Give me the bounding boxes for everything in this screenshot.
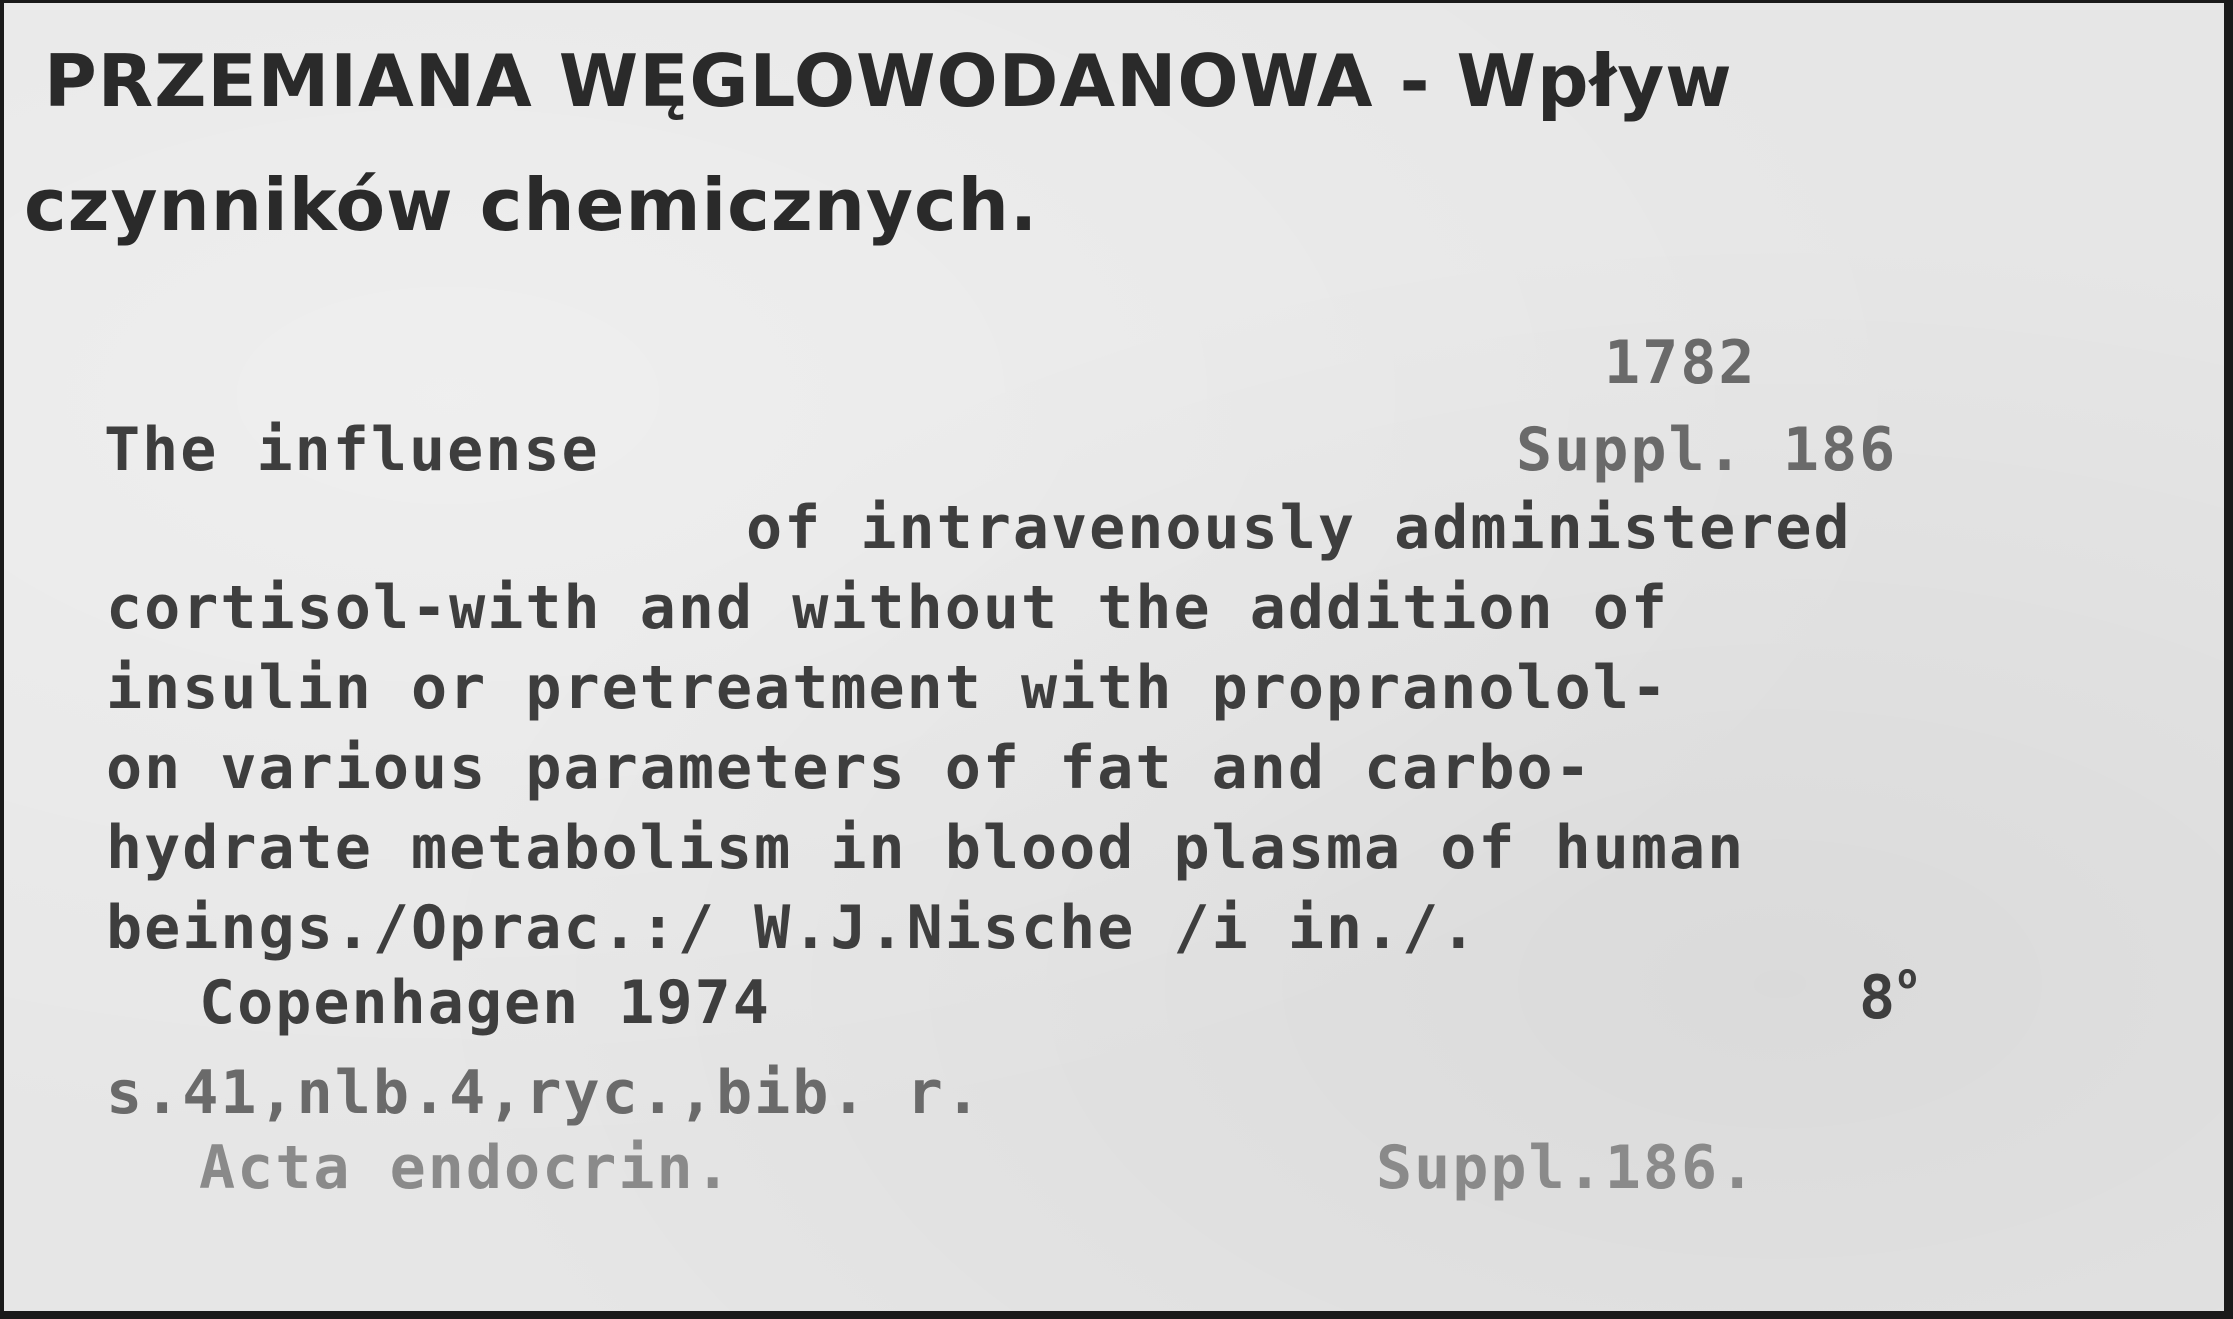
imprint-pagination: s.41,nlb.4,ryc.,bib. r. [106,1058,983,1128]
imprint-place-year: Copenhagen 1974 [199,968,771,1038]
catalog-card [4,3,2224,1311]
imprint-format [1859,957,1920,1033]
short-title: The influense [104,415,600,485]
subject-heading-line-1: PRZEMIANA WĘGLOWODANOWA - Wpływ [44,39,1733,123]
journal-supplement: Suppl.186. [1376,1133,1758,1203]
catalog-number: 1782 [1604,328,1757,398]
journal-title: Acta endocrin. [199,1133,733,1203]
series-reference: Suppl. 186 [1516,415,1898,485]
format-number: 8 [1859,963,1898,1033]
body-line-3: insulin or pretreatment with propranolol- [106,653,1670,723]
body-line-2: cortisol-with and without the addition of [106,573,1670,643]
body-line-6: beings./Oprac.:/ W.J.Nische /i in./. [106,893,1479,963]
body-line-4: on various parameters of fat and carbo- [106,733,1593,803]
subject-heading-line-2: czynników chemicznych. [24,163,1039,247]
format-superscript: o [1897,957,1920,997]
body-line-1: of intravenously administered [746,493,1852,563]
body-line-5: hydrate metabolism in blood plasma of human [106,813,1746,883]
